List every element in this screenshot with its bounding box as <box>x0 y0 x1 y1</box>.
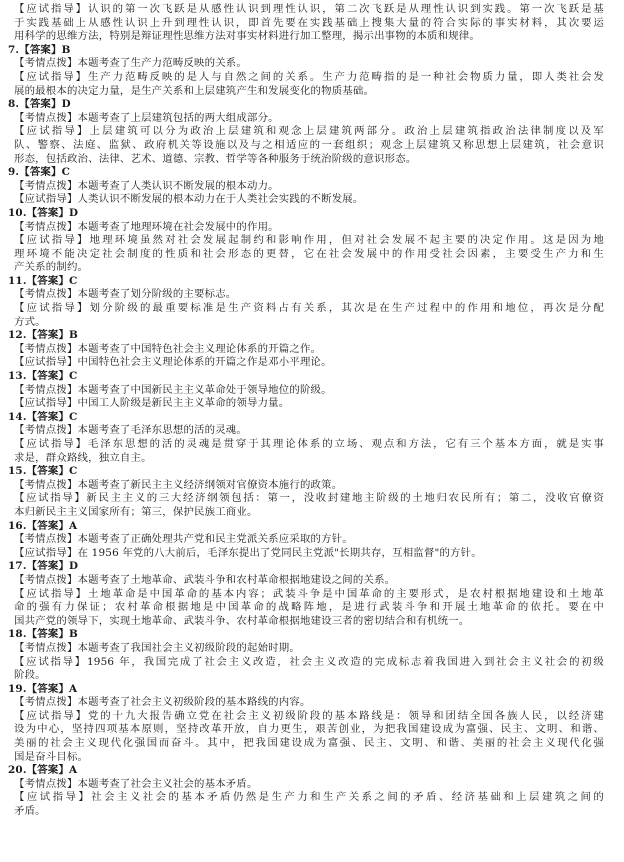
text-line: 矛盾。 <box>14 805 46 818</box>
text-line: 【考情点拨】本题考查了正确处理共产党和民主党派关系应采取的方针。 <box>14 533 353 546</box>
answer-heading: 20.【答案】A <box>8 764 78 777</box>
text-line: 【应试指导】社会主义社会的基本矛盾仍然是生产力和生产关系之间的矛盾、经济基础和上层建筑之间的 <box>14 791 604 804</box>
text-line: 【应试指导】中国工人阶级是新民主主义革命的领导力量。 <box>14 397 290 410</box>
answer-heading: 13.【答案】C <box>8 370 78 383</box>
text-line: 【应试指导】在 1956 年党的八大前后，毛泽东提出了党同民主党派"长期共存，互相监督"的方针。 <box>14 546 482 559</box>
text-line: 【应试指导】划分阶级的最重要标准是生产资料占有关系，其次是在生产过程中的作用和地位，再次是分配 <box>14 302 604 315</box>
text-line: 【考情点拨】本题考查了新民主主义经济纲领对官僚资本施行的政策。 <box>14 478 343 491</box>
text-line: 【应试指导】新民主主义的三大经济纲领包括：第一，没收封建地主阶级的土地归农民所有；第二，没收官僚资 <box>14 492 604 505</box>
text-line: 【应试指导】生产力范畴反映的是人与自然之间的关系。生产力范畴指的是一种社会物质力量，即人类社会发 <box>14 70 604 83</box>
text-line: 理环境不能决定社会制度的性质和社会形态的更替，它在社会发展中的作用受社会因素，主要受生产力和生 <box>14 247 604 260</box>
text-line: 产关系的制约。 <box>14 261 89 274</box>
text-line: 【应试指导】1956 年，我国完成了社会主义改造，社会主义改造的完成标志着我国进入到社会主义社会的初级 <box>14 655 604 668</box>
text-line: 设为中心，坚持四项基本原则，坚持改革开放，自力更生，艰苦创业，为把我国建设成为富强、民主、文明、和谐、 <box>14 723 604 736</box>
answer-heading: 9.【答案】C <box>8 166 71 179</box>
text-line: 【考情点拨】本题考查了人类认识不断发展的根本动力。 <box>14 179 279 192</box>
text-line: 命的强有力保证；农村革命根据地是中国革命的战略阵地，是进行武装斗争和开展土地革命的依托。要在中 <box>14 601 604 614</box>
text-line: 本归新民主主义国家所有；第三，保护民族工商业。 <box>14 505 258 518</box>
text-line: 队、警察、法庭、监狱、政府机关等设施以及与之相适应的一套组织；观念上层建筑又称思想上层建筑，社会意识 <box>14 138 604 151</box>
text-line: 用科学的思维方法，特别是辩证理性思维方法对事实材料进行加工整理，揭示出事物的本质和规律。 <box>14 30 480 43</box>
text-line: 【应试指导】认识的第一次飞跃是从感性认识到理性认识，第二次飞跃是从理性认识到实践。第一次飞跃是基 <box>14 3 604 15</box>
answer-heading: 11.【答案】C <box>8 274 78 287</box>
text-line: 【考情点拨】本题考查了土地革命、武装斗争和农村革命根据地建设之间的关系。 <box>14 573 396 586</box>
text-line: 【考情点拨】本题考查了划分阶级的主要标志。 <box>14 288 237 301</box>
text-line: 【应试指导】人类认识不断发展的根本动力在于人类社会实践的不断发展。 <box>14 193 364 206</box>
text-line: 【考情点拨】本题考查了中国特色社会主义理论体系的开篇之作。 <box>14 342 322 355</box>
text-line: 【考情点拨】本题考查了我国社会主义初级阶段的起始时期。 <box>14 641 300 654</box>
answer-heading: 18.【答案】B <box>8 628 79 641</box>
text-line: 美丽的社会主义现代化强国而奋斗。其中，把我国建设成为富强、民主、文明、和谐、美丽的社会主义现代化强 <box>14 737 604 750</box>
text-line: 【应试指导】中国特色社会主义理论体系的开篇之作是邓小平理论。 <box>14 356 332 369</box>
text-line: 【考情点拨】本题考查了毛泽东思想的活的灵魂。 <box>14 424 247 437</box>
text-line: 【考情点拨】本题考查了社会主义社会的基本矛盾。 <box>14 777 258 790</box>
text-line: 国是奋斗目标。 <box>14 750 89 763</box>
text-line: 【考情点拨】本题考查了社会主义初级阶段的基本路线的内容。 <box>14 696 311 709</box>
answer-heading: 14.【答案】C <box>8 410 78 423</box>
text-line: 【应试指导】上层建筑可以分为政治上层建筑和观念上层建筑两部分。政治上层建筑指政治法律制度以及军 <box>14 125 604 138</box>
text-line: 【应试指导】地理环境虽然对社会发展起制约和影响作用，但对社会发展不起主要的决定作用。这是因为地 <box>14 234 604 247</box>
answer-heading: 15.【答案】C <box>8 465 78 478</box>
text-line: 国共产党的领导下，实现土地革命、武装斗争、农村革命根据地建设三者的密切结合和有机统一。 <box>14 614 470 627</box>
text-line: 求是，群众路线，独立自主。 <box>14 451 152 464</box>
text-line: 方式。 <box>14 315 46 328</box>
answer-heading: 16.【答案】A <box>8 519 78 532</box>
answer-heading: 8.【答案】D <box>8 98 71 111</box>
answer-heading: 19.【答案】A <box>8 682 78 695</box>
text-line: 展的最根本的决定力量，是生产关系和上层建筑产生和发展变化的物质基础。 <box>14 84 375 97</box>
answer-heading: 10.【答案】D <box>8 206 79 219</box>
text-line: 【考情点拨】本题考查了生产力范畴反映的关系。 <box>14 57 247 70</box>
answer-heading: 17.【答案】D <box>8 560 79 573</box>
answer-heading: 12.【答案】B <box>8 329 79 342</box>
text-line: 阶段。 <box>14 669 46 682</box>
text-line: 【应试指导】毛泽东思想的活的灵魂是贯穿于其理论体系的立场、观点和方法，它有三个基本方面，就是实事 <box>14 438 604 450</box>
text-line: 【应试指导】土地革命是中国革命的基本内容；武装斗争是中国革命的主要形式，是农村根据地建设和土地革 <box>14 587 604 600</box>
text-line: 【考情点拨】本题考查了地理环境在社会发展中的作用。 <box>14 220 279 233</box>
text-line: 【应试指导】党的十九大报告确立党在社会主义初级阶段的基本路线是：领导和团结全国各族人民，以经济建 <box>14 709 604 722</box>
text-line: 【考情点拨】本题考查了中国新民主主义革命处于领导地位的阶级。 <box>14 383 332 396</box>
text-line: 形态，包括政治、法律、艺术、道德、宗教、哲学等各种服务于统治阶级的意识形态。 <box>14 152 417 165</box>
text-line: 于实践基础上从感性认识上升到理性认识，即首先要在实践基础上搜集大量的符合实际的事实材料，其次要运 <box>14 16 604 29</box>
text-line: 【考情点拨】本题考查了上层建筑包括的两大组成部分。 <box>14 111 279 124</box>
answer-heading: 7.【答案】B <box>8 43 71 56</box>
